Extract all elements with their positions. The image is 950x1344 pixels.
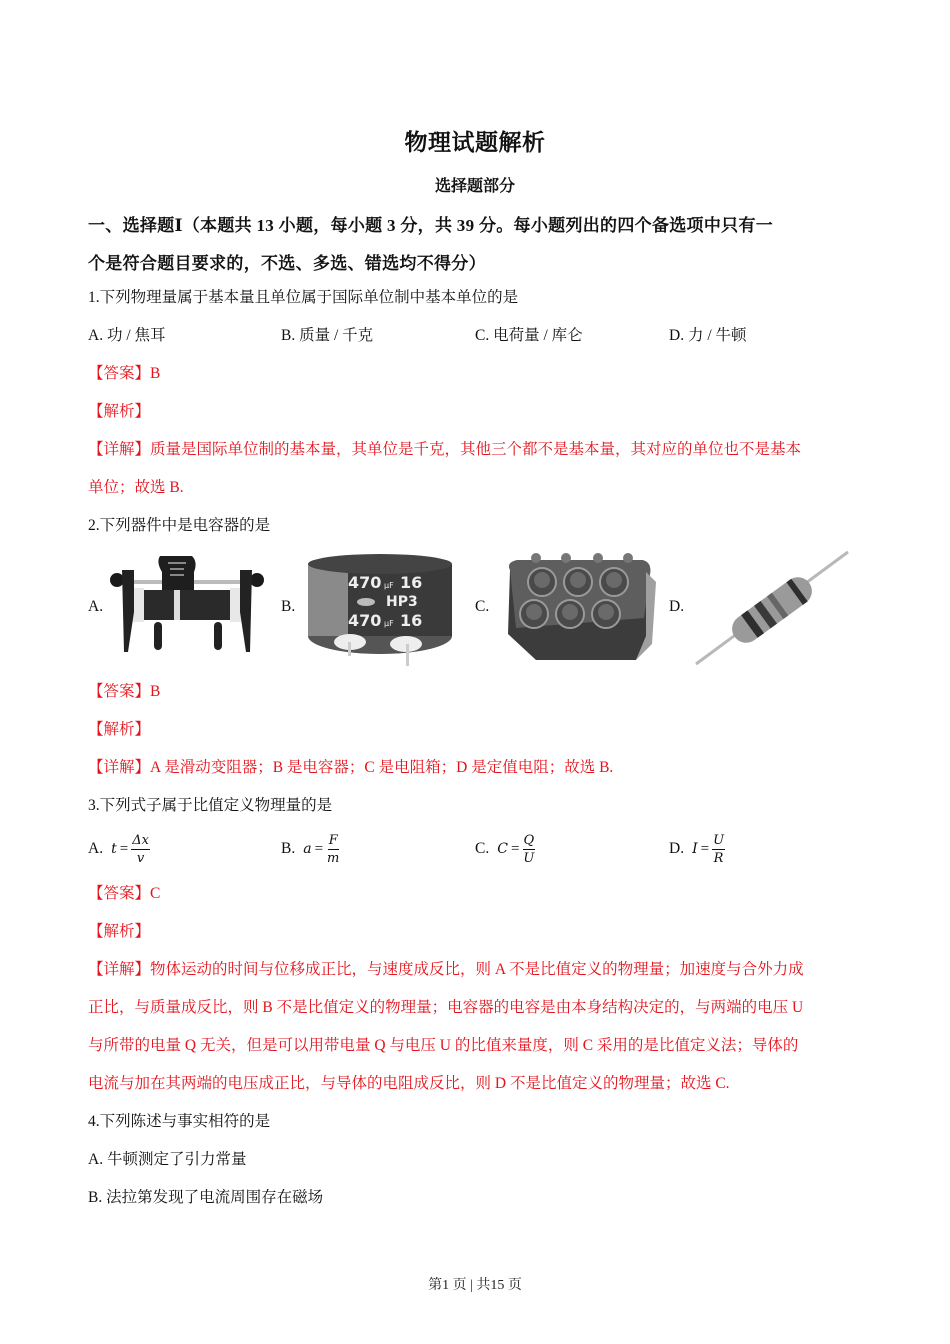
question-3-option-c: C. C = $\frac{Q}{U}$ bbox=[475, 832, 535, 866]
question-1-detail-line1: 【详解】质量是国际单位制的基本量，其单位是千克，其他三个都不是基本量，其对应的单位也不是基本 bbox=[88, 441, 802, 458]
fraction: $\frac{F}{m}$ bbox=[327, 832, 340, 866]
question-2-option-c-label: C. bbox=[475, 598, 490, 615]
svg-text:HP3: HP3 bbox=[386, 594, 418, 610]
svg-text:470: 470 bbox=[348, 573, 382, 592]
question-1-option-d: D. 力 / 牛顿 bbox=[669, 327, 747, 344]
question-3-analysis-label: 【解析】 bbox=[88, 923, 151, 940]
question-3-option-a: A. t = $\frac{\Delta x}{v}$ bbox=[88, 832, 149, 866]
electrolytic-capacitor-icon bbox=[300, 550, 460, 668]
svg-text:16: 16 bbox=[400, 611, 423, 630]
svg-text:16: 16 bbox=[400, 573, 423, 592]
question-1-analysis-label: 【解析】 bbox=[88, 403, 151, 420]
question-2-detail-line1: 【详解】A 是滑动变阻器；B 是电容器；C 是电阻箱；D 是定值电阻；故选 B. bbox=[88, 759, 614, 776]
question-2-stem: 2.下列器件中是电容器的是 bbox=[88, 517, 271, 534]
question-4-option-a: A. 牛顿测定了引力常量 bbox=[88, 1151, 247, 1168]
fraction: $\frac{Q}{U}$ bbox=[523, 832, 535, 866]
svg-text:μF: μF bbox=[384, 581, 394, 590]
question-3-option-d: D. I = $\frac{U}{R}$ bbox=[669, 832, 725, 866]
fraction: $\frac{\Delta x}{v}$ bbox=[132, 832, 149, 866]
question-2-option-b-label: B. bbox=[281, 598, 296, 615]
svg-text:μF: μF bbox=[384, 619, 394, 628]
question-2-answer: 【答案】B bbox=[88, 683, 161, 700]
sliding-rheostat-icon bbox=[102, 552, 272, 664]
question-3-detail-line1: 【详解】物体运动的时间与位移成正比，与速度成反比，则 A 不是比值定义的物理量；加速度与合外力成 bbox=[88, 961, 804, 978]
question-3-stem: 3.下列式子属于比值定义物理量的是 bbox=[88, 797, 333, 814]
question-3-answer: 【答案】C bbox=[88, 885, 161, 902]
question-3-detail-line2: 正比，与质量成反比，则 B 不是比值定义的物理量；电容器的电容是由本身结构决定的，与两端的电压 U bbox=[88, 999, 804, 1016]
question-2-analysis-label: 【解析】 bbox=[88, 721, 151, 738]
question-4-option-b: B. 法拉第发现了电流周围存在磁场 bbox=[88, 1189, 324, 1206]
question-1-option-a: A. 功 / 焦耳 bbox=[88, 327, 166, 344]
section-heading-line1: 一、选择题Ⅰ（本题共 13 小题，每小题 3 分，共 39 分。每小题列出的四个备选项中只有一 bbox=[88, 216, 774, 235]
question-1-option-c: C. 电荷量 / 库仑 bbox=[475, 327, 583, 344]
question-3-detail-line3: 与所带的电量 Q 无关，但是可以用带电量 Q 与电压 U 的比值来量度，则 C 采用的是比值定义法；导体的 bbox=[88, 1037, 799, 1054]
page-indicator: 第1 页 | 共15 页 bbox=[428, 1278, 522, 1293]
question-1-stem: 1.下列物理量属于基本量且单位属于国际单位制中基本单位的是 bbox=[88, 289, 519, 306]
resistance-box-icon bbox=[496, 548, 661, 666]
question-2-option-d-label: D. bbox=[669, 598, 685, 615]
question-3-option-b: B. a = $\frac{F}{m}$ bbox=[281, 832, 340, 866]
svg-text:470: 470 bbox=[348, 611, 382, 630]
document-title: 物理试题解析 bbox=[404, 130, 546, 155]
question-1-option-b: B. 质量 / 千克 bbox=[281, 327, 374, 344]
section-heading-line2: 个是符合题目要求的，不选、多选、错选均不得分） bbox=[88, 254, 486, 273]
section-subtitle: 选择题部分 bbox=[434, 178, 515, 195]
question-4-stem: 4.下列陈述与事实相符的是 bbox=[88, 1113, 271, 1130]
question-1-answer: 【答案】B bbox=[88, 365, 161, 382]
fixed-resistor-icon bbox=[690, 548, 855, 668]
question-2-option-a-label: A. bbox=[88, 598, 104, 615]
question-3-detail-line4: 电流与加在其两端的电压成正比，与导体的电阻成反比，则 D 不是比值定义的物理量；故选 C. bbox=[88, 1075, 730, 1092]
fraction: $\frac{U}{R}$ bbox=[713, 832, 725, 866]
question-1-detail-line2: 单位；故选 B. bbox=[88, 479, 184, 496]
